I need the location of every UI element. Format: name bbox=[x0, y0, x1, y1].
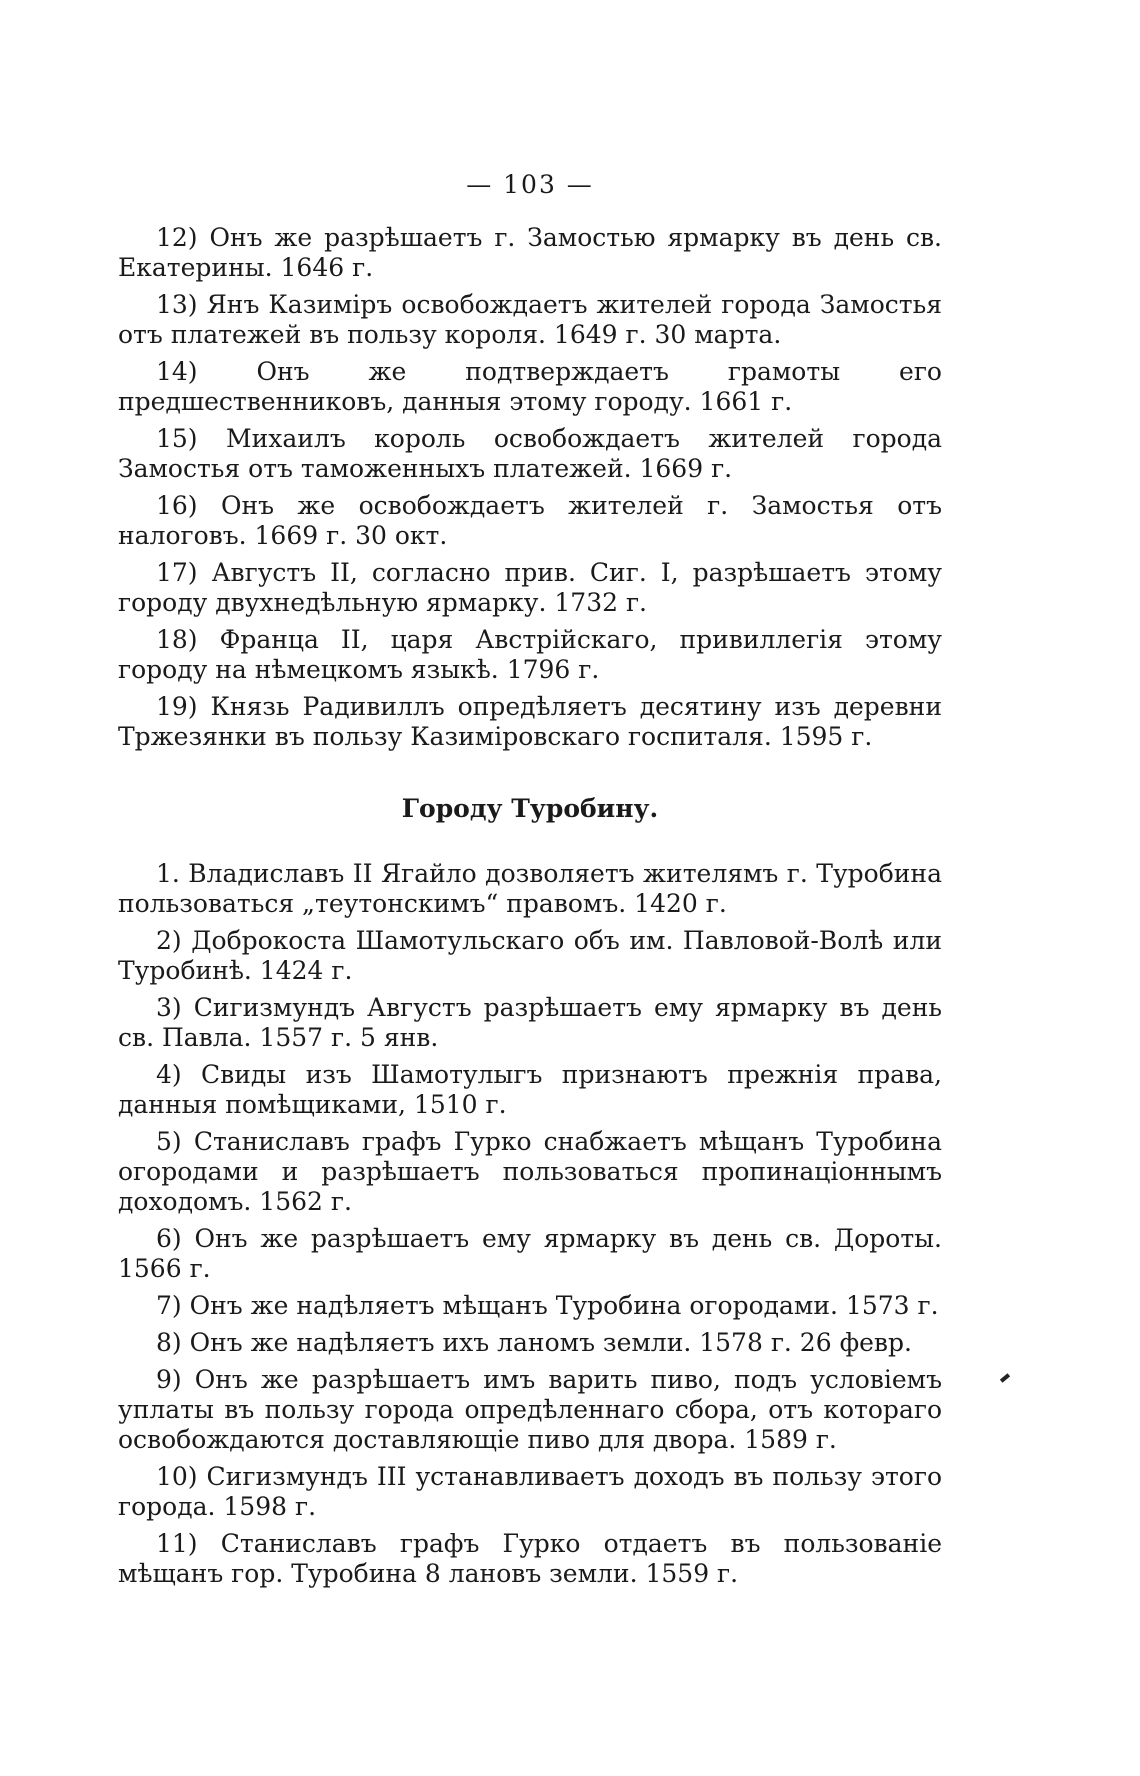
turobin-entry-7: 7) Онъ же надѣляетъ мѣщанъ Туробина огородами. 1573 г. bbox=[156, 1291, 939, 1320]
turobin-entry-8: 8) Онъ же надѣляетъ ихъ ланомъ земли. 1578 г. 26 февр. bbox=[156, 1328, 912, 1357]
section-heading: Городу Туробину. bbox=[401, 794, 659, 823]
turobin-entry-4: 4) Свиды изъ Шамотулыгъ признаютъ прежнія права, данныя помѣщиками, 1510 г. bbox=[118, 1060, 942, 1119]
turobin-entry-6: 6) Онъ же разрѣшаетъ ему ярмарку въ день св. Дороты. 1566 г. bbox=[118, 1224, 942, 1283]
entry-12: 12) Онъ же разрѣшаетъ г. Замостью ярмарку въ день св. Екатерины. 1646 г. bbox=[118, 223, 942, 282]
turobin-entry-9: 9) Онъ же разрѣшаетъ имъ варить пиво, подъ условіемъ уплаты въ пользу города опредѣленнаго сбора, отъ котораго освобождаются доставляющіе пиво для двора. 1589 г. bbox=[118, 1365, 942, 1454]
entry-15: 15) Михаилъ король освобождаетъ жителей города Замостья отъ таможенныхъ платежей. 1669 г. bbox=[118, 424, 942, 483]
page-number: — 103 — bbox=[466, 170, 594, 199]
entry-14: 14) Онъ же подтверждаетъ грамоты его предшественниковъ, данныя этому городу. 1661 г. bbox=[118, 357, 942, 416]
entry-19: 19) Князь Радивиллъ опредѣляетъ десятину изъ деревни Тржезянки въ пользу Казиміровскаго госпиталя. 1595 г. bbox=[118, 692, 942, 751]
stray-ink-mark bbox=[1000, 1373, 1010, 1382]
turobin-entry-5: 5) Станиславъ графъ Гурко снабжаетъ мѣщанъ Туробина огородами и разрѣшаетъ пользоваться пропинаціоннымъ доходомъ. 1562 г. bbox=[118, 1127, 942, 1216]
entry-17: 17) Августъ II, согласно прив. Сиг. I, разрѣшаетъ этому городу двухнедѣльную ярмарку. 1732 г. bbox=[118, 558, 942, 617]
entry-16: 16) Онъ же освобождаетъ жителей г. Замостья отъ налоговъ. 1669 г. 30 окт. bbox=[118, 491, 942, 550]
entry-13: 13) Янъ Казиміръ освобождаетъ жителей города Замостья отъ платежей въ пользу короля. 1649 г. 30 марта. bbox=[118, 290, 942, 349]
turobin-entry-3: 3) Сигизмундъ Августъ разрѣшаетъ ему ярмарку въ день св. Павла. 1557 г. 5 янв. bbox=[118, 993, 942, 1052]
turobin-entry-10: 10) Сигизмундъ III устанавливаетъ доходъ въ пользу этого города. 1598 г. bbox=[118, 1462, 942, 1521]
turobin-entry-11: 11) Станиславъ графъ Гурко отдаетъ въ пользованіе мѣщанъ гор. Туробина 8 лановъ земли. 1559 г. bbox=[118, 1529, 942, 1588]
entry-18: 18) Франца II, царя Австрійскаго, привиллегія этому городу на нѣмецкомъ языкѣ. 1796 г. bbox=[118, 625, 942, 684]
document-page bbox=[118, 170, 942, 1596]
turobin-entry-2: 2) Доброкоста Шамотульскаго объ им. Павловой-Волѣ или Туробинѣ. 1424 г. bbox=[118, 926, 942, 985]
turobin-entry-1: 1. Владиславъ II Ягайло дозволяетъ жителямъ г. Туробина пользоваться „теутонскимъ“ правомъ. 1420 г. bbox=[118, 859, 942, 918]
